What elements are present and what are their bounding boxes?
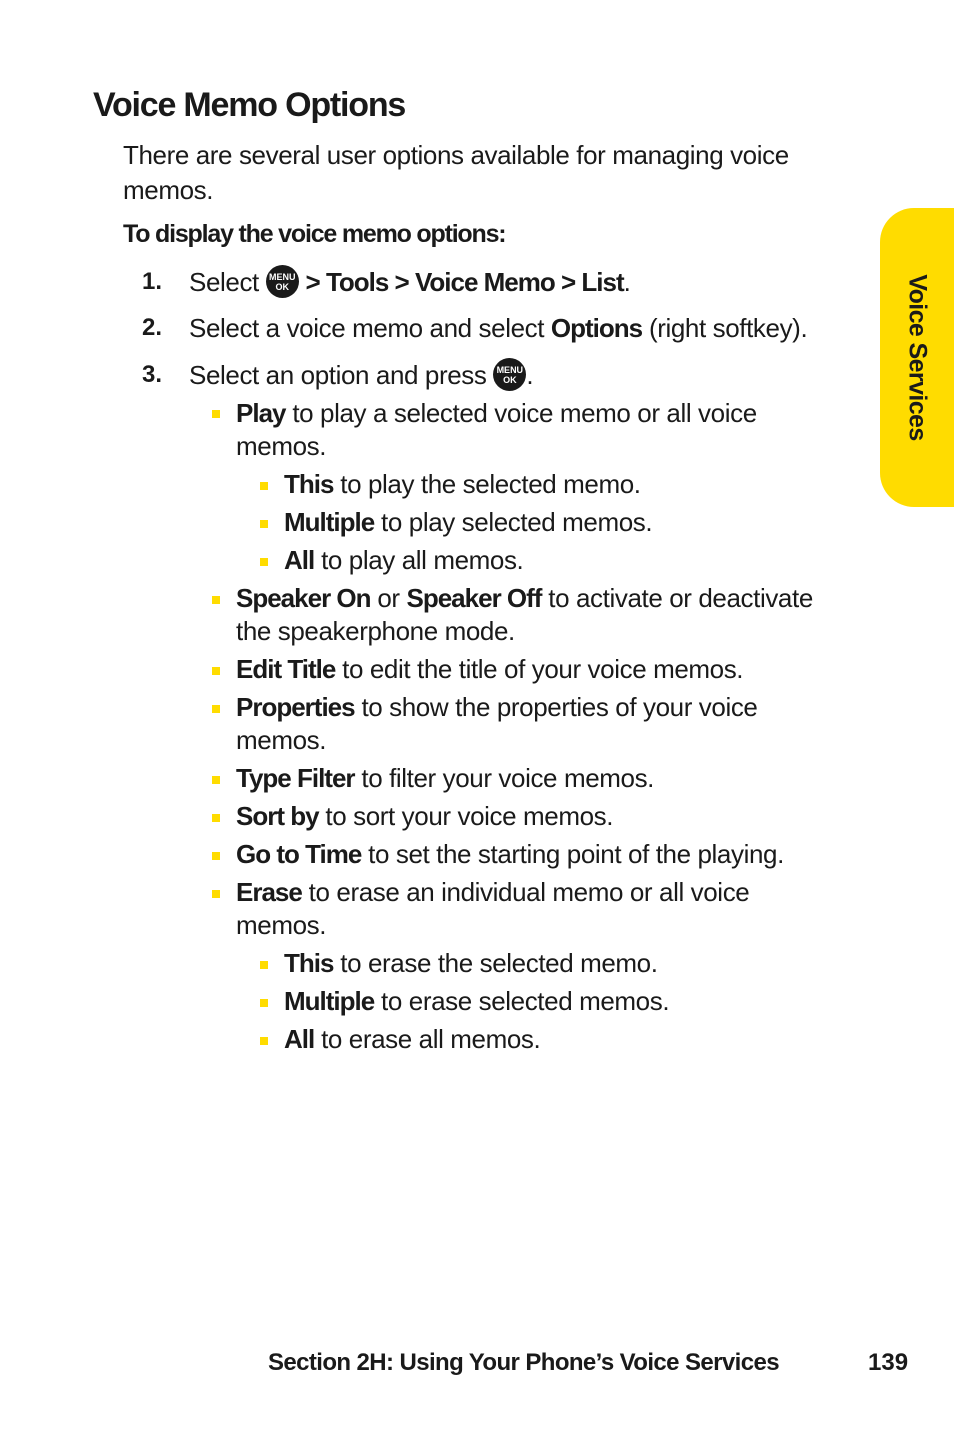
option-edit-title: Edit Title to edit the title of your voice memos. <box>236 654 744 684</box>
option-erase-multiple: Multiple to erase selected memos. <box>284 986 670 1016</box>
option-speaker-cont: the speakerphone mode. <box>236 616 515 646</box>
bullet-square-icon <box>260 520 268 528</box>
footer-section-title: Section 2H: Using Your Phone’s Voice Services <box>268 1349 779 1376</box>
page-number: 139 <box>868 1349 909 1376</box>
option-properties: Properties to show the properties of your voice <box>236 692 758 722</box>
option-erase-all: All to erase all memos. <box>284 1024 541 1054</box>
option-play-multiple: Multiple to play selected memos. <box>284 507 653 537</box>
option-erase-cont: memos. <box>236 910 327 940</box>
bullet-square-icon <box>212 776 220 784</box>
option-type-filter: Type Filter to filter your voice memos. <box>236 763 655 793</box>
menu-path: > Tools > Voice Memo > List <box>305 267 624 297</box>
option-go-to-time: Go to Time to set the starting point of the playing. <box>236 839 784 869</box>
bullet-square-icon <box>212 667 220 675</box>
step-number: 2. <box>142 314 163 341</box>
procedure-heading: To display the voice memo options: <box>123 220 506 248</box>
bullet-square-icon <box>212 596 220 604</box>
page-title: Voice Memo Options <box>93 86 406 124</box>
option-play-this: This to play the selected memo. <box>284 469 641 499</box>
option-sort-by: Sort by to sort your voice memos. <box>236 801 614 831</box>
option-erase: Erase to erase an individual memo or all voice <box>236 877 750 907</box>
bullet-square-icon <box>260 961 268 969</box>
option-properties-cont: memos. <box>236 725 327 755</box>
option-play-cont: memos. <box>236 431 327 461</box>
option-play-all: All to play all memos. <box>284 545 524 575</box>
step-1: Select MENU OK > Tools > Voice Memo > List. <box>189 266 630 301</box>
option-speaker: Speaker On or Speaker Off to activate or deactivate <box>236 583 813 613</box>
option-erase-this: This to erase the selected memo. <box>284 948 658 978</box>
step-number: 3. <box>142 361 163 388</box>
bullet-square-icon <box>212 705 220 713</box>
step-number: 1. <box>142 268 163 295</box>
bullet-square-icon <box>212 890 220 898</box>
menu-ok-icon: MENU OK <box>266 265 299 298</box>
bullet-square-icon <box>260 999 268 1007</box>
section-side-tab-label: Voice Services <box>903 274 932 441</box>
bullet-square-icon <box>260 482 268 490</box>
option-play: Play to play a selected voice memo or all voice <box>236 398 757 428</box>
bullet-square-icon <box>260 558 268 566</box>
intro-paragraph: There are several user options available for managing voice memos. <box>123 140 789 205</box>
bullet-square-icon <box>260 1037 268 1045</box>
menu-ok-icon: MENU OK <box>493 358 526 391</box>
bullet-square-icon <box>212 410 220 418</box>
bullet-square-icon <box>212 814 220 822</box>
step-3: Select an option and press MENU OK . <box>189 359 533 394</box>
bullet-square-icon <box>212 852 220 860</box>
step-2: Select a voice memo and select Options (right softkey). <box>189 313 808 343</box>
